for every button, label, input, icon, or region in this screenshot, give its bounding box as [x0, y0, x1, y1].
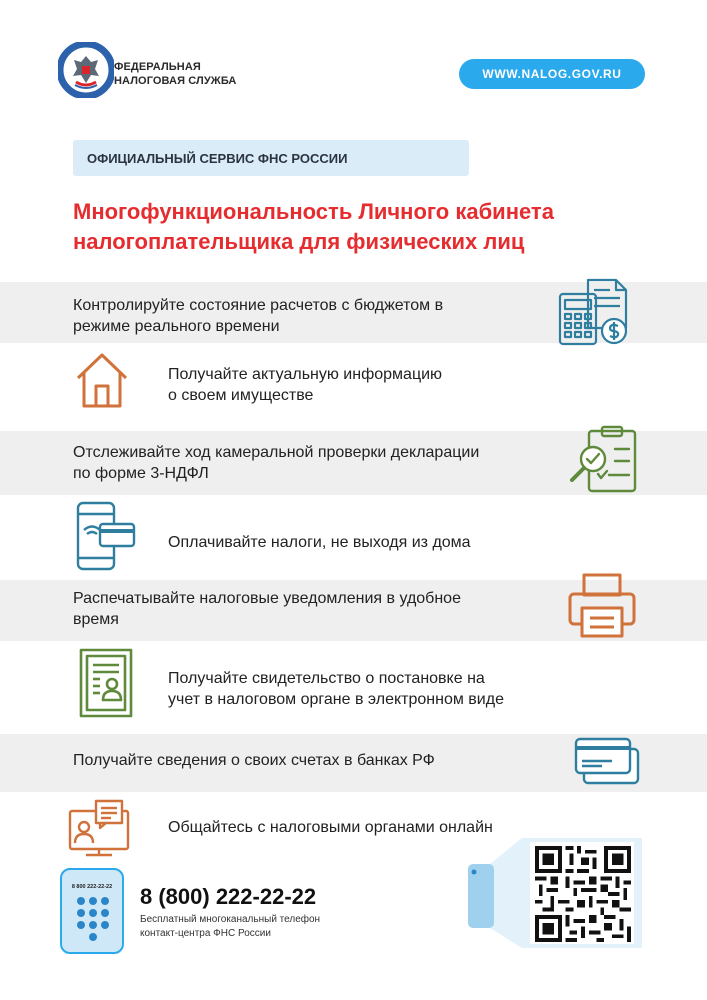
- clipboard-magnifier-icon: [567, 425, 641, 495]
- feature-1-line1: Контролируйте состояние расчетов с бюджетом в: [73, 297, 444, 314]
- feature-4-line1: Оплачивайте налоги, не выходя из дома: [168, 534, 471, 551]
- feature-text-5: [73, 588, 461, 630]
- feature-3-line1: Отслеживайте ход камеральной проверки декларации: [73, 444, 480, 461]
- org-name-line1: ФЕДЕРАЛЬНАЯ: [114, 61, 201, 73]
- website-button[interactable]: WWW.NALOG.GOV.RU: [459, 59, 645, 89]
- feature-text-7: [73, 750, 435, 771]
- qr-code[interactable]: [535, 846, 631, 942]
- feature-5-line2: время: [73, 611, 119, 628]
- feature-3-line2: по форме 3-НДФЛ: [73, 465, 209, 482]
- feature-7-line1: Получайте сведения о своих счетах в банках РФ: [73, 752, 435, 769]
- page-title: [73, 197, 673, 257]
- official-service-badge: ОФИЦИАЛЬНЫЙ СЕРВИС ФНС РОССИИ: [73, 140, 469, 176]
- online-chat-icon: [66, 797, 134, 859]
- keypad-icon: [76, 896, 110, 944]
- calculator-invoice-icon: [556, 276, 632, 348]
- hotline-desc-line1: Бесплатный многоканальный телефон: [140, 914, 321, 925]
- feature-text-1: [73, 295, 443, 337]
- hotline-phone[interactable]: 8 (800) 222-22-22: [140, 884, 317, 909]
- eagle-emblem-icon: [58, 42, 114, 98]
- hotline-desc-line2: контакт-центра ФНС России: [140, 928, 271, 939]
- feature-2-line1: Получайте актуальную информацию: [168, 366, 443, 383]
- feature-text-3: [73, 442, 479, 484]
- title-line1: Многофункциональность Личного кабинета: [73, 199, 554, 224]
- phone-screen-number: 8 800 222-22-22: [71, 884, 113, 890]
- feature-6-line2: учет в налоговом органе в электронном виде: [168, 691, 504, 708]
- org-name: [114, 60, 236, 88]
- house-icon: [74, 350, 130, 410]
- certificate-icon: [78, 647, 134, 719]
- feature-2-line2: о своем имуществе: [168, 387, 314, 404]
- phone-card-icon: [74, 500, 138, 572]
- bank-cards-icon: [572, 735, 642, 787]
- fns-logo: [58, 42, 114, 98]
- feature-text-4: [168, 532, 471, 553]
- feature-text-2: [168, 364, 442, 406]
- org-name-line2: НАЛОГОВАЯ СЛУЖБА: [114, 75, 237, 87]
- feature-5-line1: Распечатывайте налоговые уведомления в удобное: [73, 590, 461, 607]
- feature-text-8: [168, 817, 493, 838]
- feature-1-line2: режиме реального времени: [73, 318, 280, 335]
- title-line2: налогоплательщика для физических лиц: [73, 229, 525, 254]
- hotline-description: [140, 913, 320, 941]
- feature-8-line1: Общайтесь с налоговыми органами онлайн: [168, 819, 493, 836]
- feature-text-6: [168, 668, 504, 710]
- printer-icon: [566, 572, 638, 640]
- feature-6-line1: Получайте свидетельство о постановке на: [168, 670, 485, 687]
- phone-illustration: [60, 868, 124, 954]
